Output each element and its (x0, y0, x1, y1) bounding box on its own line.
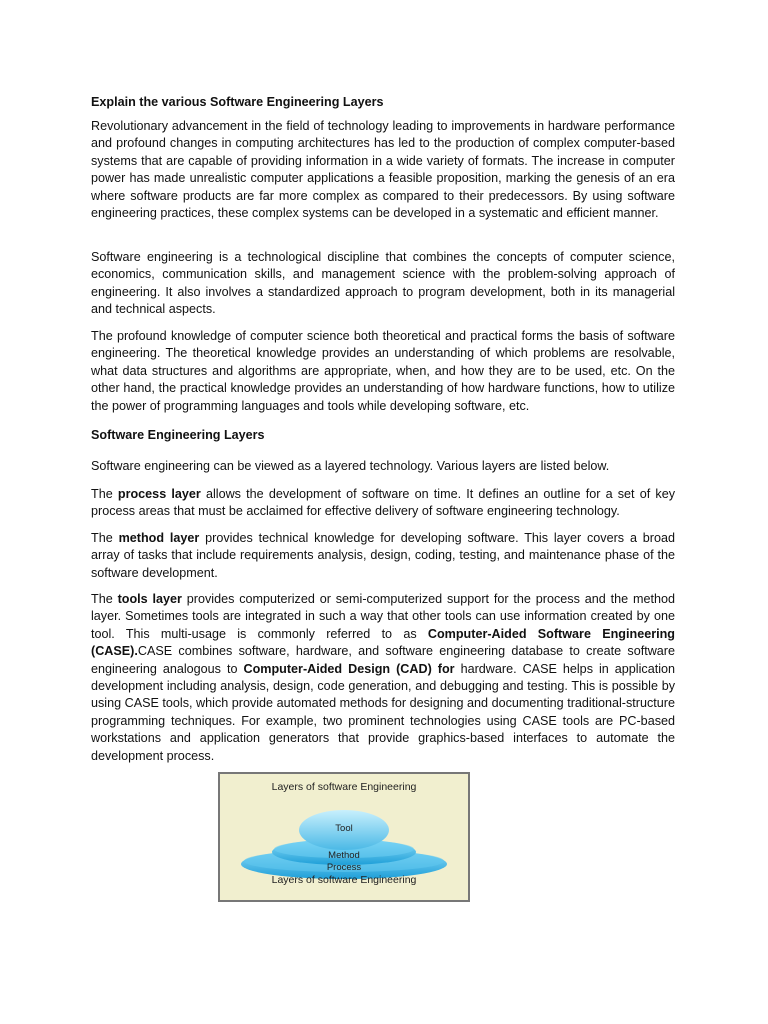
layers-diagram (220, 774, 468, 900)
figure-title: Layers of software Engineering (271, 781, 417, 793)
tools-layer-paragraph: The tools layer provides computerized or semi-computerized support for the process and the method layer. Sometimes tools are integrated in such a way that other tools can use information created by one tool. This multi-usage is commonly referred to as Computer-Aided Software Engineering (CASE).CASE combines software, hardware, and software engineering database to create software engineering analogous to Computer-Aided Design (CAD) for hardware. CASE helps in application development including analysis, design, code generation, and debugging and testing. This is possible by using CASE tools, which provide automated methods for designing and documenting traditional-structure programming techniques. For example, two prominent technologies using CASE tools are PC-based workstations and application generators that provide graphics-based interfaces to automate the development process. (91, 592, 676, 763)
layers-intro-paragraph: Software engineering can be viewed as a layered technology. Various layers are listed below. (91, 459, 610, 473)
cad-term: Computer-Aided Design (CAD) for (243, 661, 455, 676)
layer-tool-label: Tool (335, 823, 353, 834)
definition-paragraph: Software engineering is a technological discipline that combines the concepts of computer science, economics, communication skills, and management science with the problem-solving approach of engineering. It also involves a standardized approach to program development, both in its managerial and technical aspects. (91, 250, 675, 317)
main-heading: Explain the various Software Engineering Layers (91, 95, 384, 109)
case-term: Computer-Aided Software Engineering (CASE). (91, 626, 675, 659)
figure-caption: Layers of software Engineering (271, 874, 417, 886)
knowledge-paragraph: The profound knowledge of computer science both theoretical and practical forms the basis of software engineering. The theoretical knowledge provides an understanding of which problems are resolvable, what data structures and algorithms are appropriate, when, and how they are to be used, etc. On the other hand, the practical knowledge provides an understanding of how hardware functions, how to utilize the power of programming languages and tools while developing software, etc. (91, 329, 675, 413)
layers-figure (218, 772, 470, 902)
layers-heading: Software Engineering Layers (91, 428, 265, 442)
layer-method-label: Method (328, 850, 360, 861)
intro-paragraph: Revolutionary advancement in the field of technology leading to improvements in hardware performance and profound changes in computing architectures has led to the production of complex computer-based systems that are capable of providing information in a wide variety of formats. The increase in computer power has made unrealistic computer applications a feasible proposition, marking the genesis of an era where software products are far more complex as compared to their predecessors. By using software engineering practices, these complex systems can be developed in a systematic and efficient manner. (91, 119, 675, 221)
method-layer-paragraph: The method layer provides technical knowledge for developing software. This layer covers a broad array of tasks that include requirements analysis, design, coding, testing, and maintenance phase of the software development. (91, 531, 676, 580)
tools-layer-term: tools layer (117, 592, 182, 606)
layer-process-label: Process (326, 862, 362, 873)
method-layer-term: method layer (118, 531, 200, 545)
process-layer-paragraph: The process layer allows the development of software on time. It defines an outline for a set of key process areas that must be acclaimed for effective delivery of software engineering technology. (91, 487, 676, 519)
process-layer-term: process layer (117, 487, 201, 501)
